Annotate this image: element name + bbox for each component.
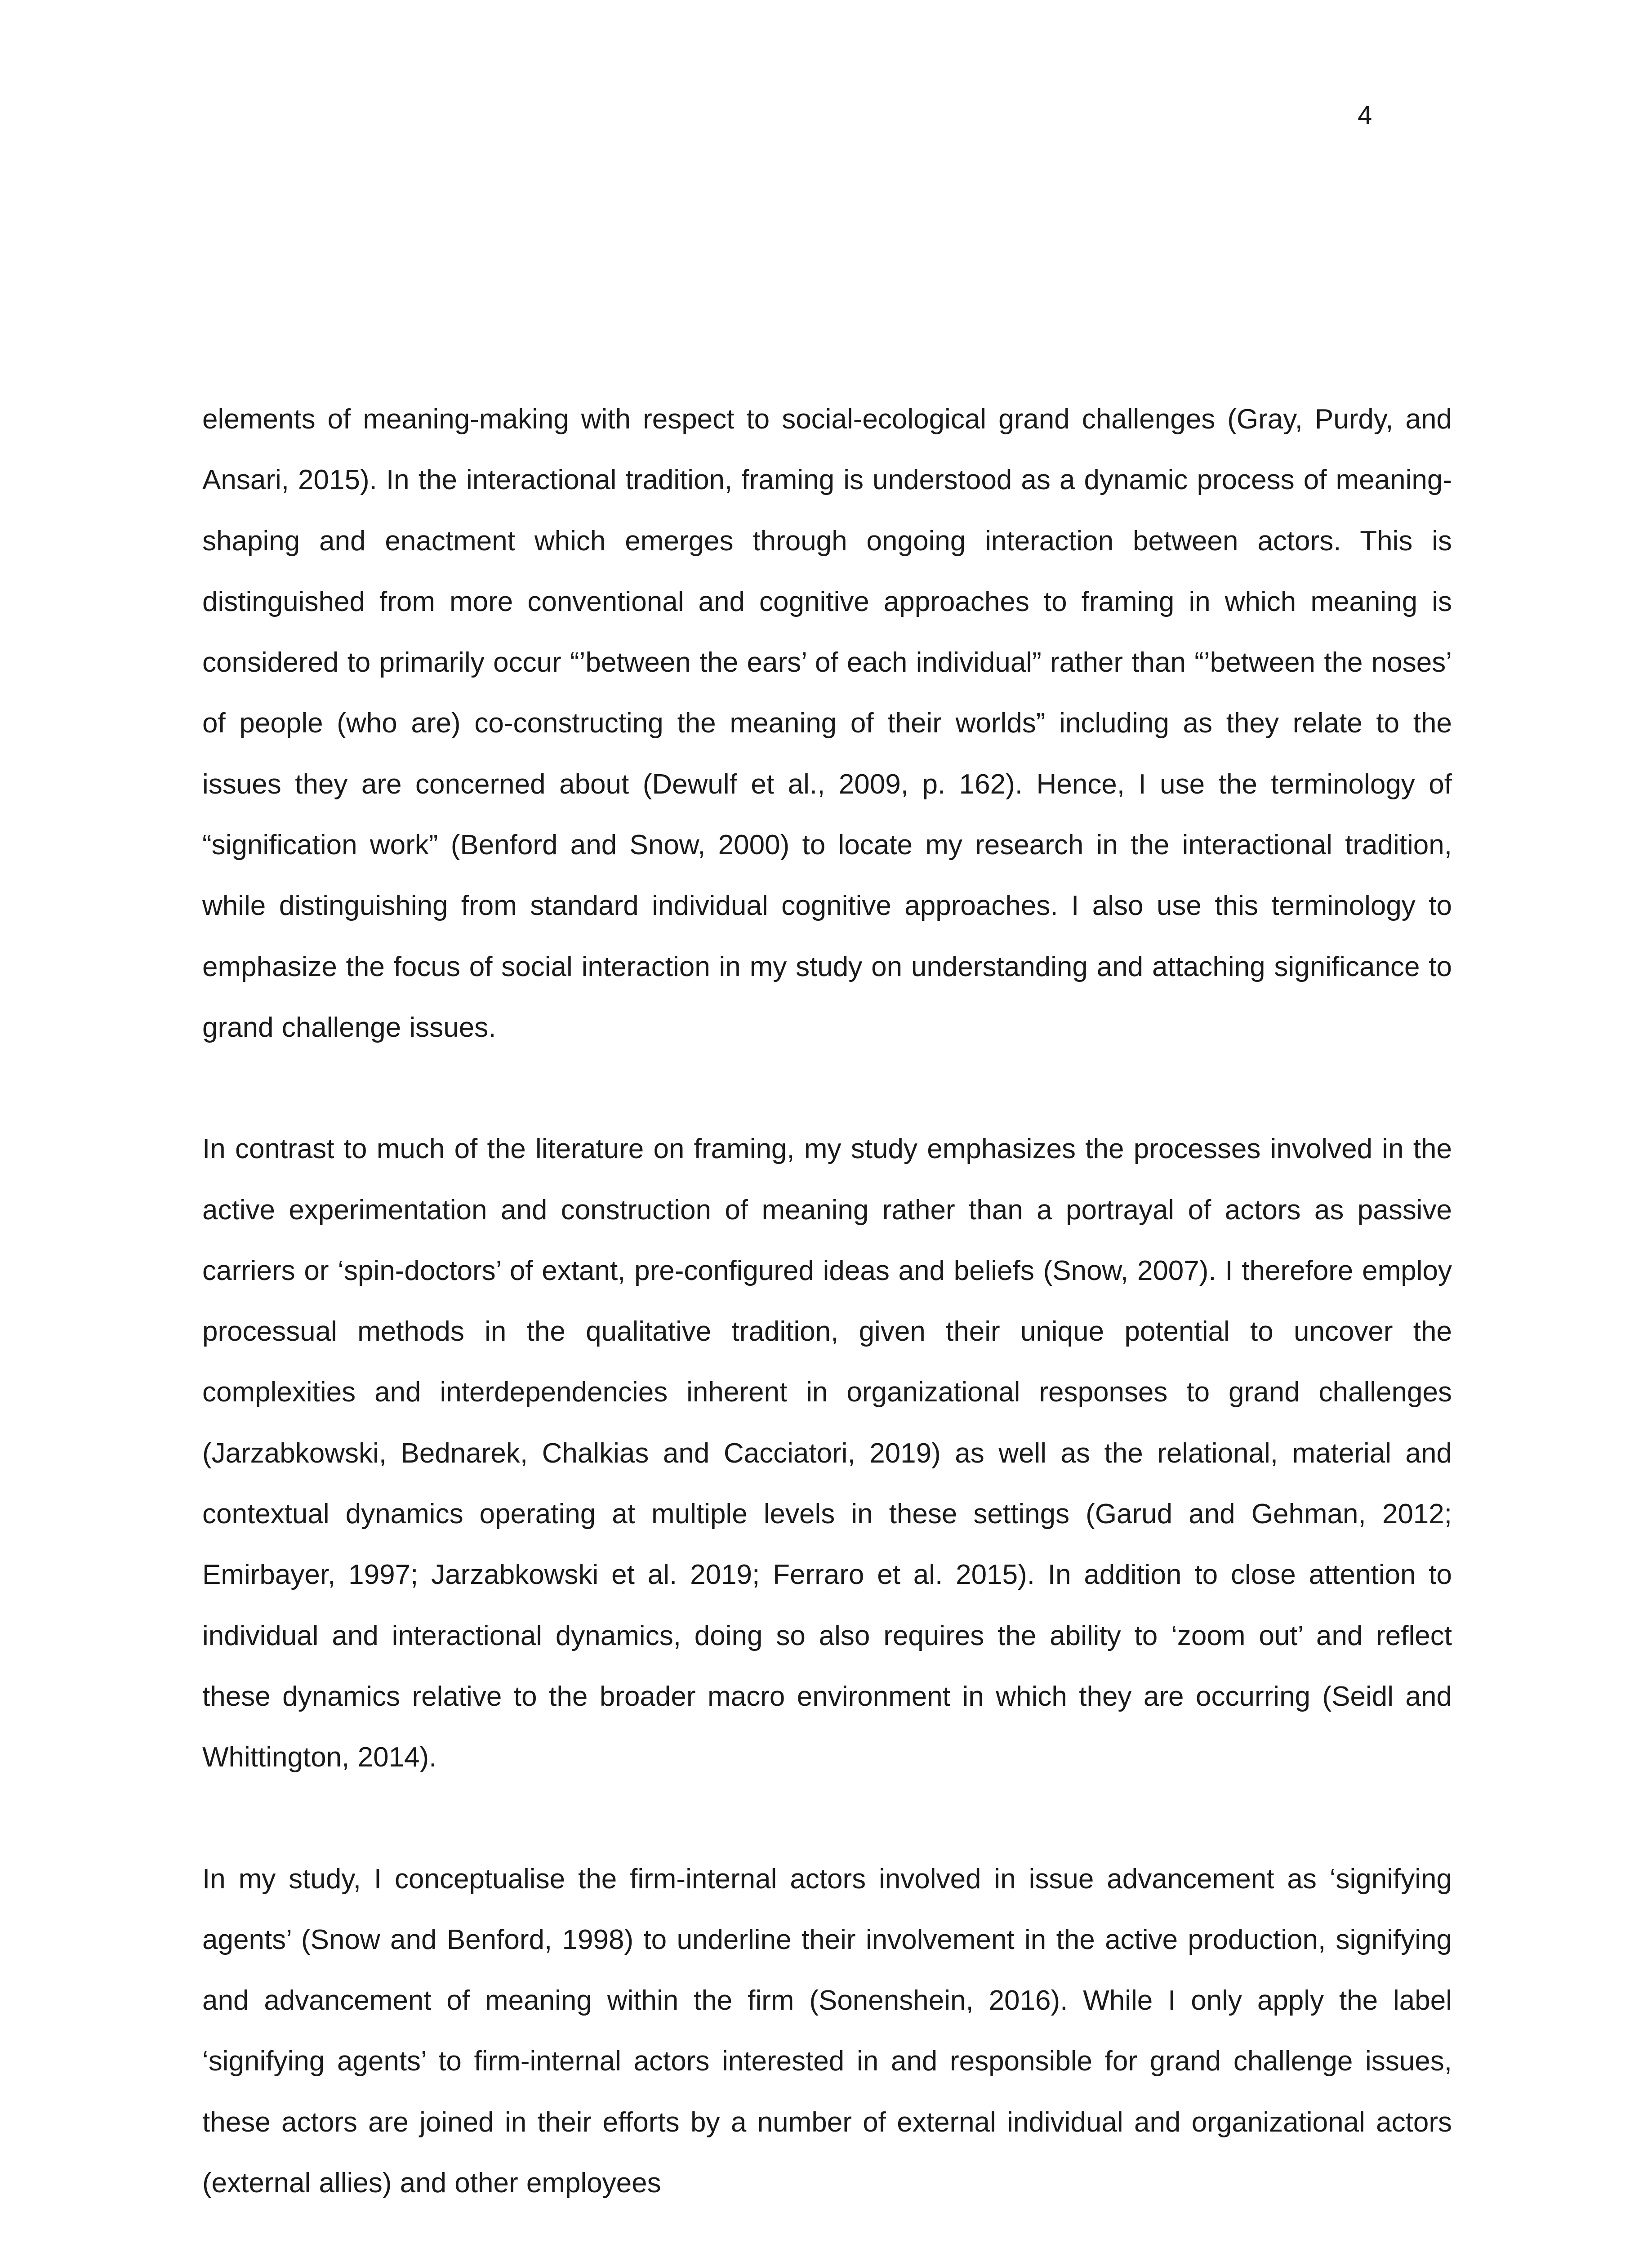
paragraph-1: elements of meaning-making with respect to social-ecological grand challenges (Gray, Purdy, and Ansari, 2015). In the interactional tradition, framing is understood as a dynamic process of meaning-shaping and enactment which emerges through ongoing interaction between actors. This is distinguished from more conventional and cognitive approaches to framing in which meaning is considered to primarily occur “’between the ears’ of each individual” rather than “’between the noses’ of people (who are) co-constructing the meaning of their worlds” including as they relate to the issues they are concerned about (Dewulf et al., 2009, p. 162). Hence, I use the terminology of “signification work” (Benford and Snow, 2000) to locate my research in the interactional tradition, while distinguishing from standard individual cognitive approaches. I also use this terminology to emphasize the focus of social interaction in my study on understanding and attaching significance to grand challenge issues.	[202, 404, 1452, 1043]
paragraph-2: In contrast to much of the literature on framing, my study emphasizes the processes involved in the active experimentation and construction of meaning rather than a portrayal of actors as passive carriers or ‘spin-doctors’ of extant, pre-configured ideas and beliefs (Snow, 2007). I therefore employ processual methods in the qualitative tradition, given their unique potential to uncover the complexities and interdependencies inherent in organizational responses to grand challenges (Jarzabkowski, Bednarek, Chalkias and Cacciatori, 2019) as well as the relational, material and contextual dynamics operating at multiple levels in these settings (Garud and Gehman, 2012; Emirbayer, 1997; Jarzabkowski et al. 2019; Ferraro et al. 2015). In addition to close attention to individual and interactional dynamics, doing so also requires the ability to ‘zoom out’ and reflect these dynamics relative to the broader macro environment in which they are occurring (Seidl and Whittington, 2014).	[202, 1133, 1452, 1773]
page-number: 4	[1358, 101, 1372, 130]
body-text	[202, 389, 1452, 2213]
paragraph-3: In my study, I conceptualise the firm-internal actors involved in issue advancement as ‘signifying agents’ (Snow and Benford, 1998) to underline their involvement in the active production, signifying and advancement of meaning within the firm (Sonenshein, 2016). While I only apply the label ‘signifying agents’ to firm-internal actors interested in and responsible for grand challenge issues, these actors are joined in their efforts by a number of external individual and organizational actors (external allies) and other employees	[202, 1863, 1452, 2199]
